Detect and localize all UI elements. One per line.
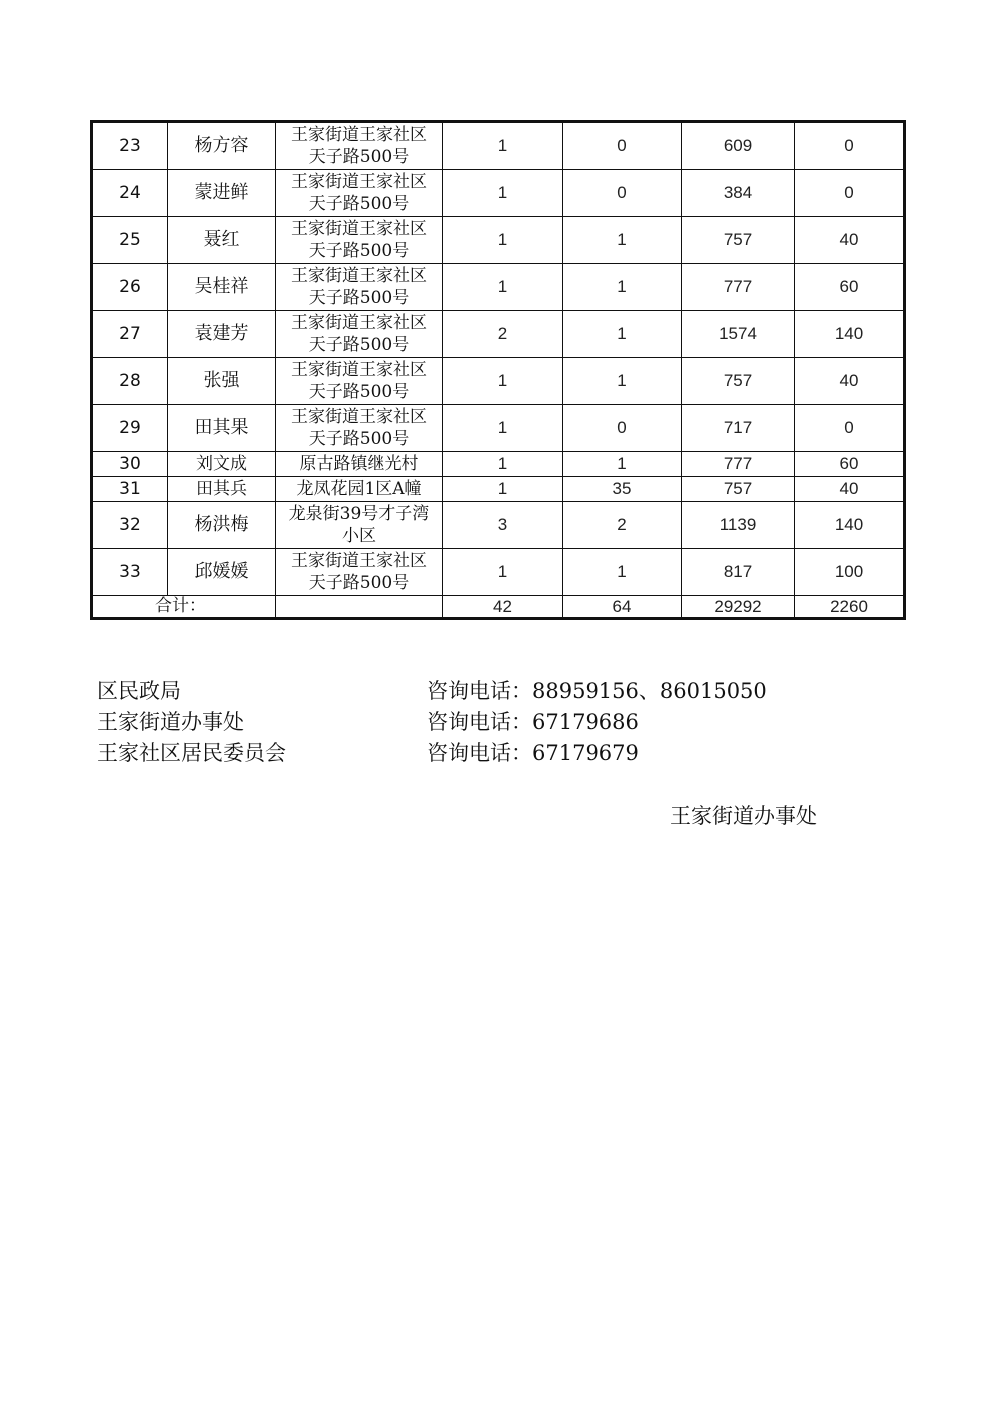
address-line: 龙泉街39号才子湾 — [288, 504, 430, 524]
col4-value: 40 — [795, 358, 905, 405]
col4-value: 100 — [795, 549, 905, 596]
row-number: 24 — [92, 170, 168, 217]
resident-name: 杨洪梅 — [168, 502, 276, 549]
resident-name: 吴桂祥 — [168, 264, 276, 311]
col1-value: 1 — [443, 549, 563, 596]
col1-value: 1 — [443, 358, 563, 405]
col4-value: 0 — [795, 170, 905, 217]
row-number: 28 — [92, 358, 168, 405]
contact-row — [97, 738, 857, 769]
row-number: 33 — [92, 549, 168, 596]
allowance-table — [90, 120, 906, 620]
table-row — [92, 264, 905, 311]
col2-value: 1 — [563, 358, 682, 405]
address-line: 小区 — [342, 526, 376, 546]
address-line: 天子路500号 — [308, 194, 410, 214]
resident-address — [276, 477, 443, 502]
row-number: 32 — [92, 502, 168, 549]
col2-value: 2 — [563, 502, 682, 549]
table-row — [92, 477, 905, 502]
contact-footer — [97, 676, 857, 769]
contact-org: 王家街道办事处 — [97, 710, 244, 734]
address-line: 天子路500号 — [308, 335, 410, 355]
address-line: 天子路500号 — [308, 573, 410, 593]
resident-address — [276, 311, 443, 358]
table-row — [92, 311, 905, 358]
address-line: 天子路500号 — [308, 429, 410, 449]
col2-value: 0 — [563, 122, 682, 170]
col3-value: 717 — [682, 405, 795, 452]
total-col2: 64 — [563, 596, 682, 619]
resident-name: 聂红 — [168, 217, 276, 264]
address-line: 王家街道王家社区 — [291, 551, 427, 571]
resident-name: 张强 — [168, 358, 276, 405]
col3-value: 777 — [682, 264, 795, 311]
table-body — [92, 122, 905, 596]
issuer-signature: 王家街道办事处 — [670, 804, 817, 828]
table-row — [92, 170, 905, 217]
resident-address — [276, 358, 443, 405]
resident-address — [276, 405, 443, 452]
col2-value: 0 — [563, 405, 682, 452]
table-row — [92, 549, 905, 596]
contact-phone: 咨询电话：88959156、86015050 — [427, 679, 767, 703]
total-col4: 2260 — [795, 596, 905, 619]
col1-value: 1 — [443, 217, 563, 264]
col2-value: 1 — [563, 549, 682, 596]
address-line: 天子路500号 — [308, 241, 410, 261]
col2-value: 1 — [563, 452, 682, 477]
col2-value: 35 — [563, 477, 682, 502]
table-row — [92, 358, 905, 405]
contact-row — [97, 676, 857, 707]
contact-org: 区民政局 — [97, 679, 181, 703]
contact-org: 王家社区居民委员会 — [97, 741, 286, 765]
row-number: 29 — [92, 405, 168, 452]
resident-name: 袁建芳 — [168, 311, 276, 358]
resident-address — [276, 452, 443, 477]
col1-value: 1 — [443, 170, 563, 217]
col4-value: 140 — [795, 311, 905, 358]
col1-value: 1 — [443, 122, 563, 170]
address-line: 王家街道王家社区 — [291, 172, 427, 192]
row-number: 27 — [92, 311, 168, 358]
row-number: 25 — [92, 217, 168, 264]
total-address-cell — [276, 596, 443, 619]
resident-name: 刘文成 — [168, 452, 276, 477]
resident-address — [276, 264, 443, 311]
address-line: 王家街道王家社区 — [291, 125, 427, 145]
col3-value: 817 — [682, 549, 795, 596]
col1-value: 2 — [443, 311, 563, 358]
table-row — [92, 122, 905, 170]
resident-name: 杨方容 — [168, 122, 276, 170]
row-number: 31 — [92, 477, 168, 502]
address-line: 王家街道王家社区 — [291, 266, 427, 286]
table-row — [92, 217, 905, 264]
total-row — [92, 596, 905, 619]
col4-value: 0 — [795, 405, 905, 452]
resident-address — [276, 549, 443, 596]
address-line: 王家街道王家社区 — [291, 313, 427, 333]
resident-name: 田其兵 — [168, 477, 276, 502]
col3-value: 1139 — [682, 502, 795, 549]
col3-value: 609 — [682, 122, 795, 170]
address-line: 原古路镇继光村 — [299, 454, 419, 474]
contact-row — [97, 707, 857, 738]
col4-value: 40 — [795, 217, 905, 264]
col1-value: 3 — [443, 502, 563, 549]
col1-value: 1 — [443, 452, 563, 477]
col1-value: 1 — [443, 264, 563, 311]
resident-address — [276, 122, 443, 170]
resident-name: 蒙进鲜 — [168, 170, 276, 217]
row-number: 30 — [92, 452, 168, 477]
col1-value: 1 — [443, 405, 563, 452]
address-line: 天子路500号 — [308, 382, 410, 402]
address-line: 王家街道王家社区 — [291, 360, 427, 380]
table-row — [92, 502, 905, 549]
col2-value: 1 — [563, 264, 682, 311]
col4-value: 60 — [795, 264, 905, 311]
resident-name: 邱媛媛 — [168, 549, 276, 596]
allowance-table-sheet — [90, 120, 906, 620]
address-line: 王家街道王家社区 — [291, 407, 427, 427]
total-col3: 29292 — [682, 596, 795, 619]
col3-value: 384 — [682, 170, 795, 217]
contact-phone: 咨询电话：67179686 — [427, 710, 639, 734]
resident-name: 田其果 — [168, 405, 276, 452]
resident-address — [276, 170, 443, 217]
col4-value: 40 — [795, 477, 905, 502]
col4-value: 140 — [795, 502, 905, 549]
address-line: 王家街道王家社区 — [291, 219, 427, 239]
row-number: 23 — [92, 122, 168, 170]
address-line: 天子路500号 — [308, 288, 410, 308]
col3-value: 757 — [682, 477, 795, 502]
col4-value: 60 — [795, 452, 905, 477]
col3-value: 777 — [682, 452, 795, 477]
table-row — [92, 452, 905, 477]
total-col1: 42 — [443, 596, 563, 619]
col2-value: 1 — [563, 311, 682, 358]
resident-address — [276, 502, 443, 549]
col2-value: 0 — [563, 170, 682, 217]
resident-address — [276, 217, 443, 264]
address-line: 龙凤花园1区A幢 — [296, 479, 422, 499]
contact-phone: 咨询电话：67179679 — [427, 741, 639, 765]
row-number: 26 — [92, 264, 168, 311]
total-label: 合计： — [92, 596, 276, 619]
table-row — [92, 405, 905, 452]
col3-value: 757 — [682, 358, 795, 405]
col2-value: 1 — [563, 217, 682, 264]
col1-value: 1 — [443, 477, 563, 502]
col3-value: 1574 — [682, 311, 795, 358]
address-line: 天子路500号 — [308, 147, 410, 167]
col4-value: 0 — [795, 122, 905, 170]
col3-value: 757 — [682, 217, 795, 264]
